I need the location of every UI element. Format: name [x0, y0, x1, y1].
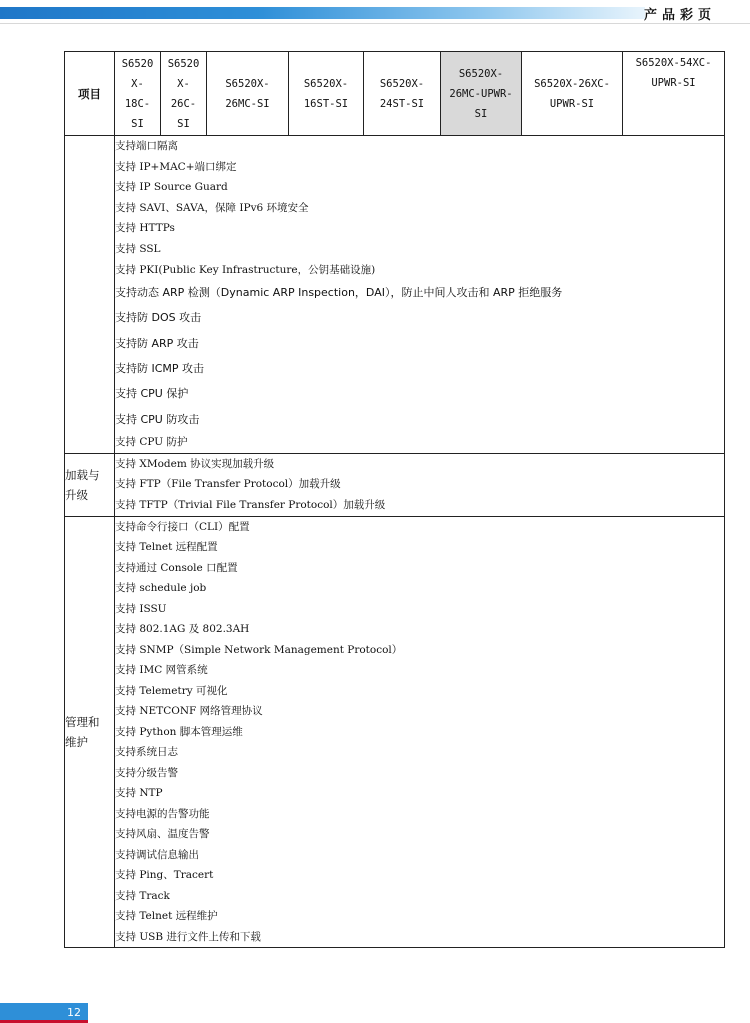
- feature-item: 支持 Python 脚本管理运维: [115, 725, 243, 738]
- feature-item: 支持 TFTP（Trivial File Transfer Protocol）加载升级: [115, 498, 386, 511]
- feature-item: 支持 USB 进行文件上传和下载: [115, 930, 261, 943]
- feature-item: 支持端口隔离: [115, 140, 178, 152]
- feature-item: 支持电源的告警功能: [115, 807, 210, 820]
- feature-item: 支持 ISSU: [115, 602, 167, 615]
- feature-item: 支持 CPU 保护: [115, 387, 189, 401]
- model-column-header: S6520X- 26MC-SI: [207, 52, 289, 136]
- feature-item: 支持 SSL: [115, 242, 161, 255]
- category-cell: 管理和维护: [65, 516, 115, 948]
- spec-table: [64, 51, 725, 948]
- feature-item: 支持 Telemetry 可视化: [115, 684, 228, 697]
- model-column-header: S6520X- 16ST-SI: [289, 52, 364, 136]
- feature-list: [115, 516, 725, 948]
- feature-item: 支持 IMC 网管系统: [115, 664, 208, 677]
- page-number: 12: [67, 1006, 81, 1019]
- header-gradient-bar: [0, 7, 645, 19]
- feature-item: 支持系统日志: [115, 746, 178, 759]
- feature-item: 支持防 ICMP 攻击: [115, 362, 205, 376]
- header-title: 产品彩页: [643, 8, 716, 23]
- model-column-header: S6520X- 26MC-UPWR- SI: [441, 52, 522, 136]
- feature-item: 支持 SAVI、SAVA，保障 IPv6 环境安全: [115, 201, 309, 214]
- feature-item: 支持风扇、温度告警: [115, 828, 210, 841]
- feature-item: 支持 schedule job: [115, 582, 207, 595]
- feature-list: [115, 453, 725, 516]
- upgrade-section-row: [65, 453, 725, 516]
- feature-item: 支持通过 Console 口配置: [115, 561, 238, 574]
- feature-item: 支持防 DOS 攻击: [115, 311, 202, 325]
- management-section-row: [65, 516, 725, 948]
- feature-item: 支持 Ping、Tracert: [115, 869, 214, 882]
- feature-list: [115, 136, 725, 454]
- model-column-header: S6520 X- 26C- SI: [161, 52, 207, 136]
- feature-item: 支持命令行接口（CLI）配置: [115, 520, 250, 533]
- feature-item: 支持分级告警: [115, 766, 178, 779]
- feature-item: 支持 Telnet 远程维护: [115, 910, 218, 923]
- model-column-header: S6520X-26XC- UPWR-SI: [522, 52, 623, 136]
- feature-item: 支持 802.1AG 及 802.3AH: [115, 623, 250, 636]
- feature-item: 支持 CPU 防攻击: [115, 412, 200, 426]
- feature-item: 支持 NETCONF 网络管理协议: [115, 705, 263, 718]
- feature-item: 支持防 ARP 攻击: [115, 336, 199, 350]
- feature-item: 支持 Telnet 远程配置: [115, 541, 218, 554]
- feature-item: 支持 IP Source Guard: [115, 181, 228, 194]
- feature-item: 支持 HTTPs: [115, 222, 175, 235]
- item-header: 项目: [65, 52, 115, 136]
- security-section-row: [65, 136, 725, 454]
- category-cell: [65, 136, 115, 454]
- feature-item: 支持 CPU 防护: [115, 435, 188, 448]
- feature-item: 支持 FTP（File Transfer Protocol）加载升级: [115, 478, 341, 491]
- category-cell: 加载与升级: [65, 453, 115, 516]
- feature-item: 支持 PKI(Public Key Infrastructure，公钥基础设施): [115, 263, 376, 276]
- header-divider: [0, 23, 750, 24]
- header-row: [65, 52, 725, 136]
- feature-item: 支持 SNMP（Simple Network Management Protocol）: [115, 643, 403, 656]
- feature-item: 支持 XModem 协议实现加载升级: [115, 457, 275, 470]
- feature-item: 支持 Track: [115, 889, 170, 902]
- model-column-header: S6520 X- 18C- SI: [115, 52, 161, 136]
- feature-item: 支持动态 ARP 检测（Dynamic ARP Inspection，DAI），防止中间人攻击和 ARP 拒绝服务: [115, 286, 563, 300]
- model-column-header: S6520X-54XC- UPWR-SI: [623, 52, 725, 136]
- feature-item: 支持 IP+MAC+端口绑定: [115, 160, 237, 173]
- feature-item: 支持调试信息输出: [115, 848, 199, 861]
- model-column-header: S6520X- 24ST-SI: [364, 52, 441, 136]
- feature-item: 支持 NTP: [115, 787, 163, 800]
